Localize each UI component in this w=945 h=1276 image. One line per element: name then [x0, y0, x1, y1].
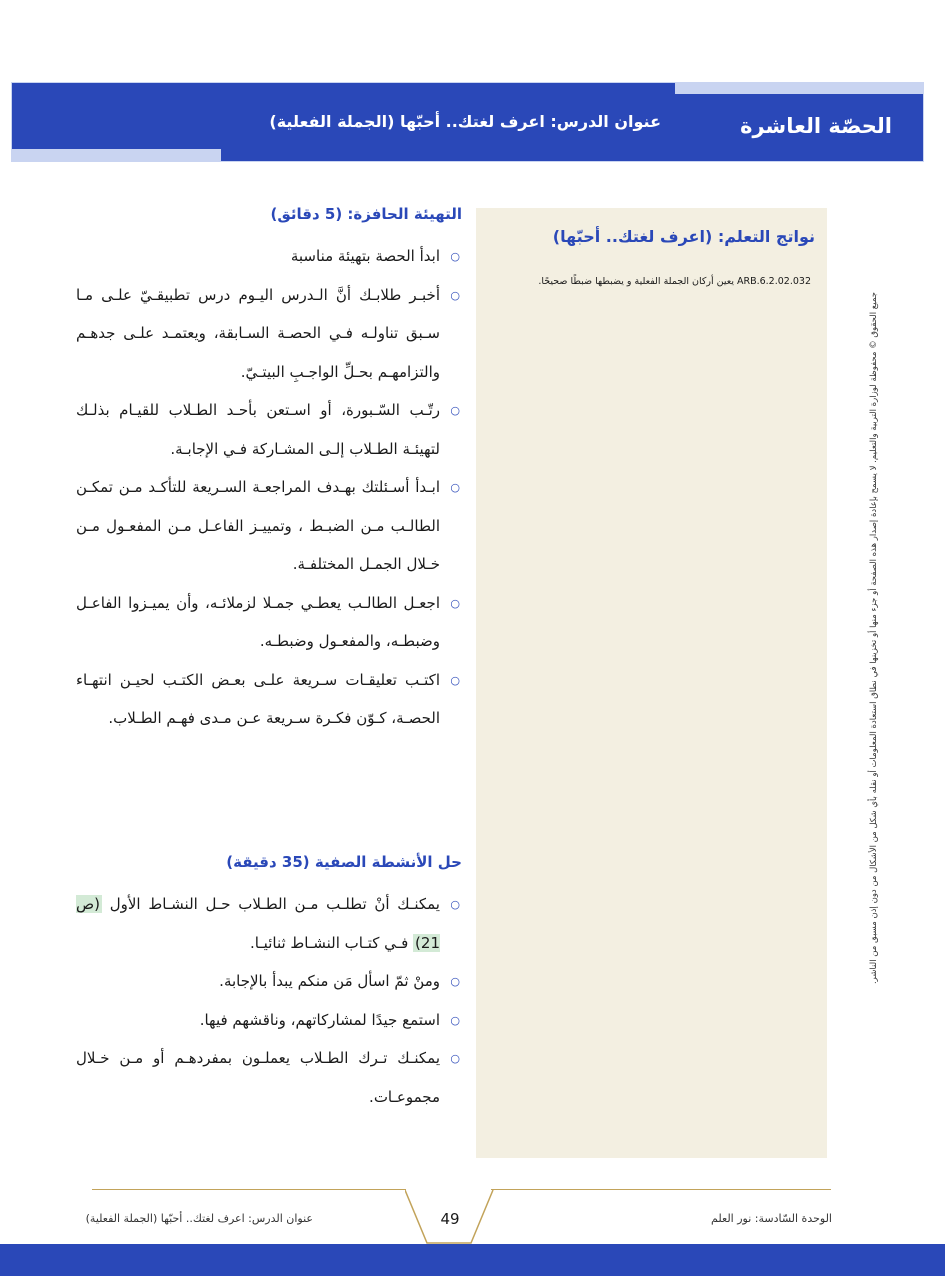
activities-title: حل الأنشطة الصفية (35 دقيقة)	[226, 853, 462, 871]
list-item: ○ يمكنـك تـرك الطـلاب يعملـون بمفردهـم أو مـن خـلال مجموعـات.	[76, 1039, 462, 1116]
bullet-icon: ○	[450, 481, 460, 494]
outcomes-title: نواتج التعلم: (اعرف لغتك.. أحبّها)	[552, 227, 815, 246]
footer-lesson: عنوان الدرس: اعرف لغتك.. أحبّها (الجملة الفعلية)	[85, 1212, 313, 1225]
bullet-icon: ○	[450, 975, 460, 988]
bullet-icon: ○	[450, 250, 460, 263]
list-item: ○ أخبـر طلابـك أنَّ الـدرس اليـوم درس تطبيقـيّ علـى مـا سـبق تناولـه فـي الحصـة السـابقة، ويعتمـد علـى جدهـم والتزامهـم بحـلِّ الواجـبِ البيتـيّ.	[76, 276, 462, 392]
bullet-icon: ○	[450, 673, 460, 687]
list-item: ○ استمع جيدًا لمشاركاتهم، وناقشهم فيها.	[76, 1001, 462, 1040]
list-item: ○ يمكنـك أنْ تطلـب مـن الطـلاب حـل النشـاط الأول (ص 21) فـي كتـاب النشـاط ثنائيـا.	[76, 885, 462, 962]
list-item: ○ اكتـب تعليقـات سـريعة علـى بعـض الكتـب لحيـن انتهـاء الحصـة، كـوّن فكـرة سـريعة عـن مـدى فهـم الطـلاب.	[76, 661, 462, 738]
activities-list	[76, 885, 462, 1116]
bullet-icon: ○	[450, 288, 460, 302]
list-item: ○ اجعـل الطالـب يعطـي جمـلا لزملائـه، وأن يميـزوا الفاعـل وضبطـه، والمفعـول وضبطـه.	[76, 584, 462, 661]
bullet-icon: ○	[450, 404, 460, 417]
footer-unit: الوحدة السّادسة: نور العلم	[711, 1212, 832, 1225]
outcomes-panel	[476, 208, 827, 1158]
bullet-icon: ○	[450, 898, 460, 911]
bullet-icon: ○	[450, 596, 460, 610]
footer-rule-right	[491, 1189, 831, 1190]
page-number: 49	[440, 1210, 460, 1228]
list-item: ○ ومنْ ثمّ اسأل مَن منكم يبدأ بالإجابة.	[76, 962, 462, 1001]
session-title: الحصّة العاشرة	[740, 114, 892, 138]
list-item: ○ ابـدأ أسـئلتك بهـدف المراجعـة السـريعة للتأكـد مـن تمكـن الطالـب مـن الضبـط ، وتمييـز الفاعـل مـن المفعـول مـن خـلال الجمـل المختلفـة.	[76, 468, 462, 584]
footer-rule-left	[92, 1189, 406, 1190]
outcomes-item: ARB.6.2.02.032 يعين أركان الجملة الفعلية و يضبطها ضبطًا صحيحًا.	[538, 276, 811, 287]
footer-band	[0, 1244, 945, 1276]
copyright-text: جميع الحقوق © محفوظة لوزارة التربية والتعليم. لا يسمح بإعادة إصدار هذه الصفحة أو جزء منها أو تخزينها في نطاق استعادة المعلومات أو نقله بأي شكل من الأشكال من دون إذن مسبق من الناشر.	[869, 291, 879, 985]
copyright-strip	[867, 288, 881, 988]
warmup-list	[76, 237, 462, 738]
list-item: ○ رتّـب السّـبورة، أو اسـتعن بأحـد الطـلاب للقيـام بذلـك لتهيئـة الطـلاب إلـى المشـاركة فـي الإجابـة.	[76, 391, 462, 468]
bullet-icon: ○	[450, 1013, 460, 1027]
lesson-title: عنوان الدرس: اعرف لغتك.. أحبّها (الجملة الفعلية)	[269, 112, 661, 131]
page-reference-highlight: (ص 21)	[76, 895, 440, 952]
warmup-title: التهيئة الحافزة: (5 دقائق)	[270, 205, 462, 223]
bullet-icon: ○	[450, 1052, 460, 1065]
list-item: ○ ابدأ الحصة بتهيئة مناسبة	[76, 237, 462, 276]
